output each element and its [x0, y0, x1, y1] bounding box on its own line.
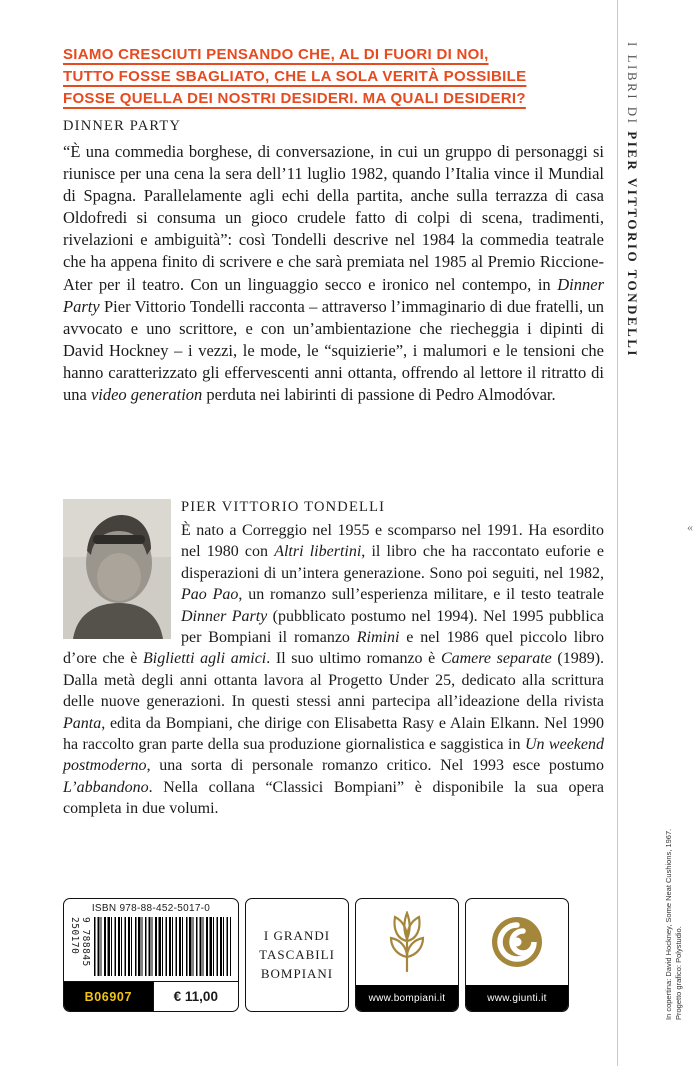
- tagline-line-3: FOSSE QUELLA DEI NOSTRI DESIDERI. MA QUALI DESIDERI?: [63, 90, 526, 107]
- bompiani-flower-icon: [379, 911, 435, 973]
- registration-mark: «: [687, 520, 693, 534]
- barcode-icon: [94, 917, 231, 976]
- design-credit-line: Progetto grafico: Polystudio.: [674, 926, 683, 1020]
- author-name-heading: PIER VITTORIO TONDELLI: [181, 499, 386, 515]
- author-photo-illustration: [63, 499, 171, 639]
- margin-divider: [617, 0, 618, 1066]
- spine-series-prefix: I LIBRI DI: [625, 42, 640, 132]
- ean-number: 9 788845 250170: [69, 917, 91, 967]
- bompiani-url: www.bompiani.it: [356, 985, 458, 1011]
- tagline-line-2: TUTTO FOSSE SBAGLIATO, CHE LA SOLA VERITÀ POSSIBILE: [63, 68, 527, 85]
- collection-line-1: I GRANDI: [263, 928, 331, 943]
- cover-credits: [664, 802, 684, 1020]
- price-row: [64, 981, 238, 1011]
- publisher-footer: [63, 898, 569, 1012]
- cover-credit-line: In copertina: David Hockney, Some Neat Cushions, 1967.: [664, 828, 673, 1020]
- collection-line-3: BOMPIANI: [260, 966, 334, 981]
- barcode-area: [64, 914, 238, 981]
- bompiani-logo-area: [356, 899, 458, 985]
- book-title-heading: DINNER PARTY: [63, 118, 182, 134]
- bompiani-box: [355, 898, 459, 1012]
- giunti-url: www.giunti.it: [466, 985, 568, 1011]
- edition-code: B06907: [64, 982, 153, 1011]
- tagline-line-1: SIAMO CRESCIUTI PENSANDO CHE, AL DI FUORI DI NOI,: [63, 46, 489, 63]
- synopsis-section: [63, 118, 604, 406]
- collection-box: [245, 898, 349, 1012]
- tagline: [63, 44, 608, 110]
- isbn-label: ISBN 978-88-452-5017-0: [91, 903, 211, 914]
- spine-author-name: PIER VITTORIO TONDELLI: [625, 131, 640, 358]
- spine-series-title: [624, 42, 640, 358]
- author-photo: [63, 499, 171, 639]
- collection-line-2: TASCABILI: [259, 947, 335, 962]
- barcode-box: [63, 898, 239, 1012]
- price: € 11,00: [153, 982, 238, 1011]
- giunti-box: [465, 898, 569, 1012]
- giunti-spiral-icon: [490, 915, 544, 969]
- author-bio-text: È nato a Correggio nel 1955 e scomparso nel 1991. Ha esordito nel 1980 con Altri libertini, il libro che ha raccontato euforie e disperazioni di un’intera generazione. Sono poi seguiti, nel 1982, Pao Pao, un romanzo sull’esperienza militare, e il testo teatrale Dinner Party (pubblicato postumo nel 1994). Nel 1995 pubblica per Bompiani il romanzo Rimini e nel 1986 quel piccolo libro d’ore che è Biglietti agli amici. Il suo ultimo romanzo è Camere separate (1989). Dalla metà degli anni ottanta lavora al Progetto Under 25, dedicato alla scrittura delle nuove generazioni. In questi stessi anni partecipa all’ideazione della rivista Panta, edita da Bompiani, che dirige con Elisabetta Rasy e Alain Elkann. Nel 1990 ha raccolto gran parte della sua produzione giornalistica e saggistica in Un weekend postmoderno, una sorta di personale romanzo critico. Nel 1993 esce postumo L’abbandono. Nella collana “Classici Bompiani” è disponibile la sua opera completa in due volumi.: [63, 522, 605, 818]
- author-section: [63, 497, 604, 820]
- synopsis-text: “È una commedia borghese, di conversazione, in cui un gruppo di personaggi si riunisce per una cena la sera dell’11 luglio 1982, quando l’Italia vince il Mundial di Spagna. Parallelamente agli echi della partita, anche sulla terrazza di casa Oldofredi si consuma un gioco crudele fatto di colpi di scena, tradimenti, rivelazioni e ambiguità”: così Tondelli descrive nel 1984 la commedia teatrale che ha appena finito di scrivere e che sarà premiata nel 1985 al Premio Riccione-Ater per il teatro. Con un linguaggio secco e ironico nel contempo, in Dinner Party Pier Vittorio Tondelli racconta – attraverso l’immaginario di due fratelli, un avvocato e uno scrittore, e con un’ambientazione che riecheggia i dipinti di David Hockney – i vezzi, le mode, le “squizierie”, i malumori e le tensioni che hanno caratterizzato gli effervescenti anni ottanta, offrendo al lettore il ritratto di una video generation perduta nei labirinti di passione di Pedro Almodóvar.: [63, 142, 604, 405]
- giunti-logo-area: [466, 899, 568, 985]
